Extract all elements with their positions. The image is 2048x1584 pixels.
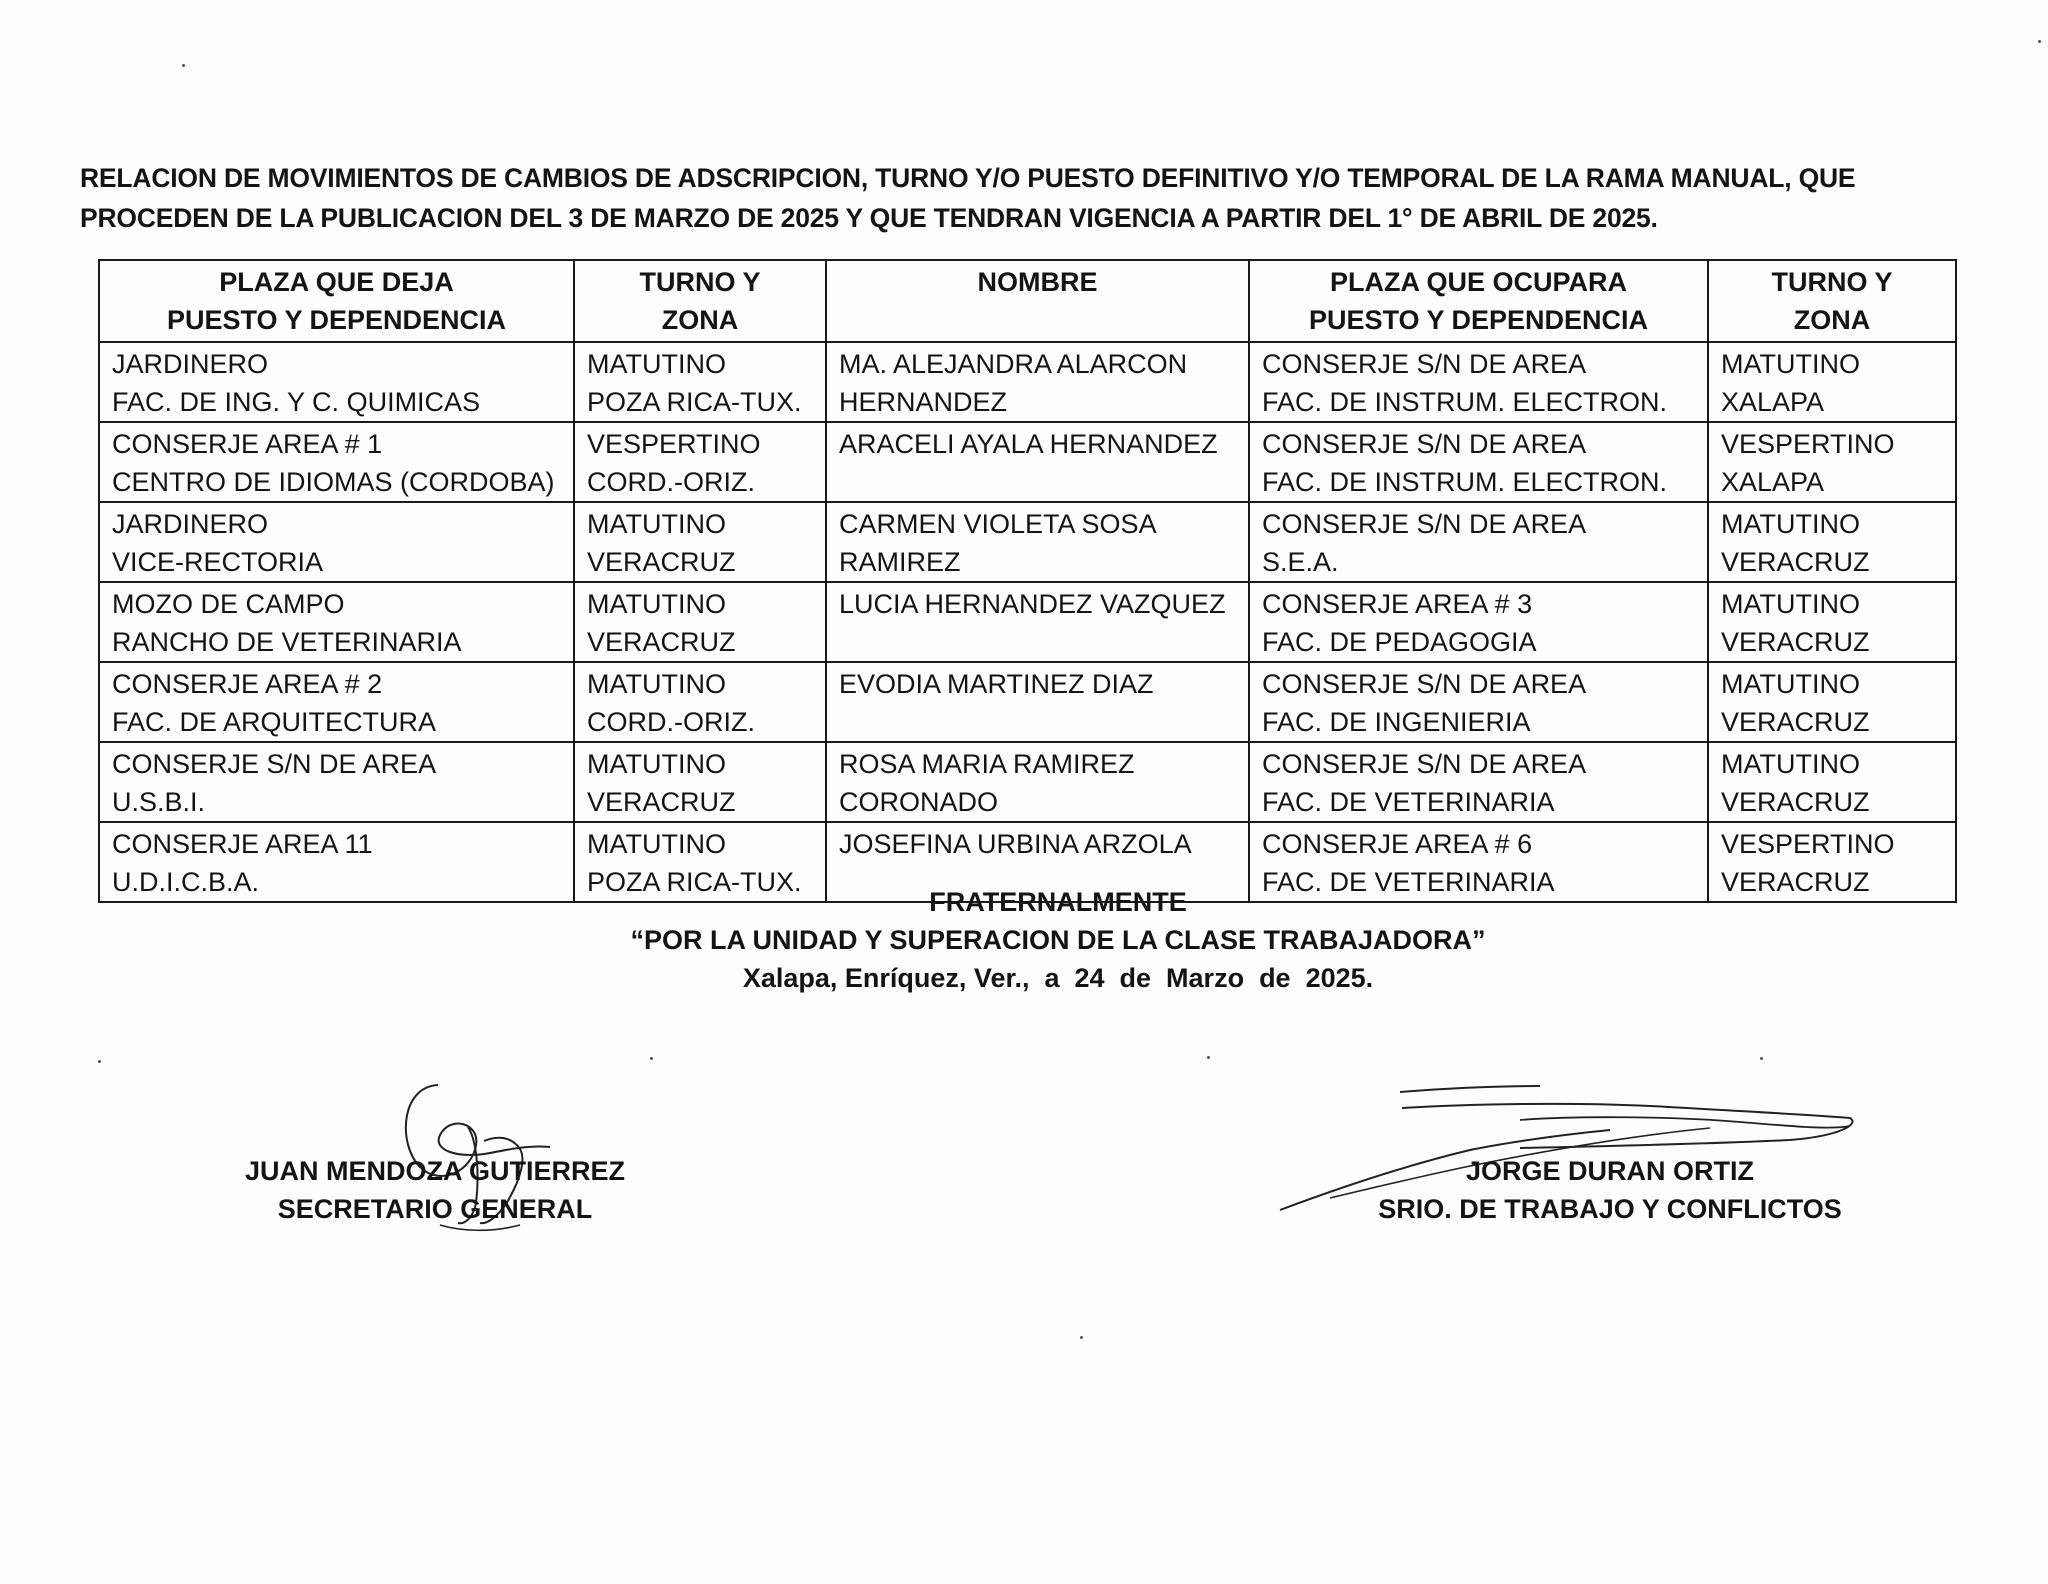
scan-speck: [650, 1057, 653, 1060]
table-header-row: [99, 260, 1956, 342]
signature-block-right: [1370, 1152, 1850, 1228]
scan-speck: [1760, 1057, 1763, 1060]
header-plaza-que-ocupara: PLAZA QUE OCUPARA PUESTO Y DEPENDENCIA: [1249, 260, 1708, 342]
closing-motto: “POR LA UNIDAD Y SUPERACION DE LA CLASE TRABAJADORA”: [630, 925, 1486, 955]
cell-plaza-deja: CONSERJE AREA # 2 FAC. DE ARQUITECTURA: [99, 662, 574, 742]
cell-nombre: LUCIA HERNANDEZ VAZQUEZ: [826, 582, 1249, 662]
cell-plaza-ocupara: CONSERJE S/N DE AREA FAC. DE INGENIERIA: [1249, 662, 1708, 742]
cell-plaza-deja: CONSERJE AREA 11 U.D.I.C.B.A.: [99, 822, 574, 902]
header-nombre: NOMBRE: [826, 260, 1249, 342]
header-turno-zona: TURNO Y ZONA: [574, 260, 826, 342]
cell-plaza-ocupara: CONSERJE AREA # 3 FAC. DE PEDAGOGIA: [1249, 582, 1708, 662]
cell-nombre: ROSA MARIA RAMIREZ CORONADO: [826, 742, 1249, 822]
title-line: RELACION DE MOVIMIENTOS DE CAMBIOS DE ADSCRIPCION, TURNO Y/O PUESTO DEFINITIVO Y/O TEMPORAL DE LA RAMA MANUAL, QUE: [80, 163, 1856, 193]
movements-table: [98, 259, 1957, 903]
table-row: [99, 342, 1956, 422]
cell-nombre: ARACELI AYALA HERNANDEZ: [826, 422, 1249, 502]
table-row: [99, 422, 1956, 502]
table-row: [99, 502, 1956, 582]
closing-place-date: Xalapa, Enríquez, Ver., a 24 de Marzo de 2025.: [742, 963, 1374, 993]
scan-speck: [2038, 40, 2041, 43]
cell-plaza-deja: JARDINERO VICE-RECTORIA: [99, 502, 574, 582]
table-row: [99, 742, 1956, 822]
signatory-role: SECRETARIO GENERAL: [277, 1194, 593, 1224]
cell-nombre: EVODIA MARTINEZ DIAZ: [826, 662, 1249, 742]
signature-block-left: [230, 1152, 640, 1228]
cell-plaza-deja: CONSERJE S/N DE AREA U.S.B.I.: [99, 742, 574, 822]
signatory-role: SRIO. DE TRABAJO Y CONFLICTOS: [1378, 1194, 1842, 1224]
signatory-name: JUAN MENDOZA GUTIERREZ: [244, 1156, 625, 1186]
cell-plaza-ocupara: CONSERJE S/N DE AREA FAC. DE INSTRUM. ELECTRON.: [1249, 342, 1708, 422]
closing-block: [0, 883, 2048, 997]
cell-nombre: MA. ALEJANDRA ALARCON HERNANDEZ: [826, 342, 1249, 422]
cell-turno-zona: MATUTINO VERACRUZ: [574, 502, 826, 582]
cell-turno-zona-nuevo: MATUTINO VERACRUZ: [1708, 582, 1956, 662]
cell-plaza-ocupara: CONSERJE S/N DE AREA FAC. DE INSTRUM. ELECTRON.: [1249, 422, 1708, 502]
cell-plaza-ocupara: CONSERJE S/N DE AREA S.E.A.: [1249, 502, 1708, 582]
scan-speck: [98, 1060, 101, 1063]
cell-turno-zona: MATUTINO POZA RICA-TUX.: [574, 822, 826, 902]
cell-turno-zona: MATUTINO CORD.-ORIZ.: [574, 662, 826, 742]
table-row: [99, 662, 1956, 742]
cell-turno-zona-nuevo: MATUTINO XALAPA: [1708, 342, 1956, 422]
cell-turno-zona: MATUTINO POZA RICA-TUX.: [574, 342, 826, 422]
cell-nombre: CARMEN VIOLETA SOSA RAMIREZ: [826, 502, 1249, 582]
cell-turno-zona-nuevo: VESPERTINO XALAPA: [1708, 422, 1956, 502]
scan-speck: [182, 64, 185, 67]
cell-turno-zona-nuevo: VESPERTINO VERACRUZ: [1708, 822, 1956, 902]
scan-speck: [1080, 1336, 1083, 1339]
cell-plaza-deja: JARDINERO FAC. DE ING. Y C. QUIMICAS: [99, 342, 574, 422]
cell-plaza-ocupara: CONSERJE S/N DE AREA FAC. DE VETERINARIA: [1249, 742, 1708, 822]
signatory-name: JORGE DURAN ORTIZ: [1465, 1156, 1754, 1186]
title-line: PROCEDEN DE LA PUBLICACION DEL 3 DE MARZO DE 2025 Y QUE TENDRAN VIGENCIA A PARTIR DEL 1° DE ABRIL DE 2025.: [80, 203, 1658, 233]
table-row: [99, 582, 1956, 662]
cell-turno-zona: VESPERTINO CORD.-ORIZ.: [574, 422, 826, 502]
cell-turno-zona: MATUTINO VERACRUZ: [574, 742, 826, 822]
cell-turno-zona-nuevo: MATUTINO VERACRUZ: [1708, 742, 1956, 822]
document-title: [80, 158, 1980, 238]
cell-plaza-deja: CONSERJE AREA # 1 CENTRO DE IDIOMAS (CORDOBA): [99, 422, 574, 502]
cell-turno-zona-nuevo: MATUTINO VERACRUZ: [1708, 502, 1956, 582]
cell-nombre: JOSEFINA URBINA ARZOLA: [826, 822, 1249, 902]
scan-speck: [1207, 1056, 1210, 1059]
header-plaza-que-deja: PLAZA QUE DEJA PUESTO Y DEPENDENCIA: [99, 260, 574, 342]
closing-salutation: FRATERNALMENTE: [929, 887, 1187, 917]
cell-plaza-deja: MOZO DE CAMPO RANCHO DE VETERINARIA: [99, 582, 574, 662]
cell-turno-zona: MATUTINO VERACRUZ: [574, 582, 826, 662]
cell-turno-zona-nuevo: MATUTINO VERACRUZ: [1708, 662, 1956, 742]
cell-plaza-ocupara: CONSERJE AREA # 6 FAC. DE VETERINARIA: [1249, 822, 1708, 902]
header-turno-zona-nuevo: TURNO Y ZONA: [1708, 260, 1956, 342]
